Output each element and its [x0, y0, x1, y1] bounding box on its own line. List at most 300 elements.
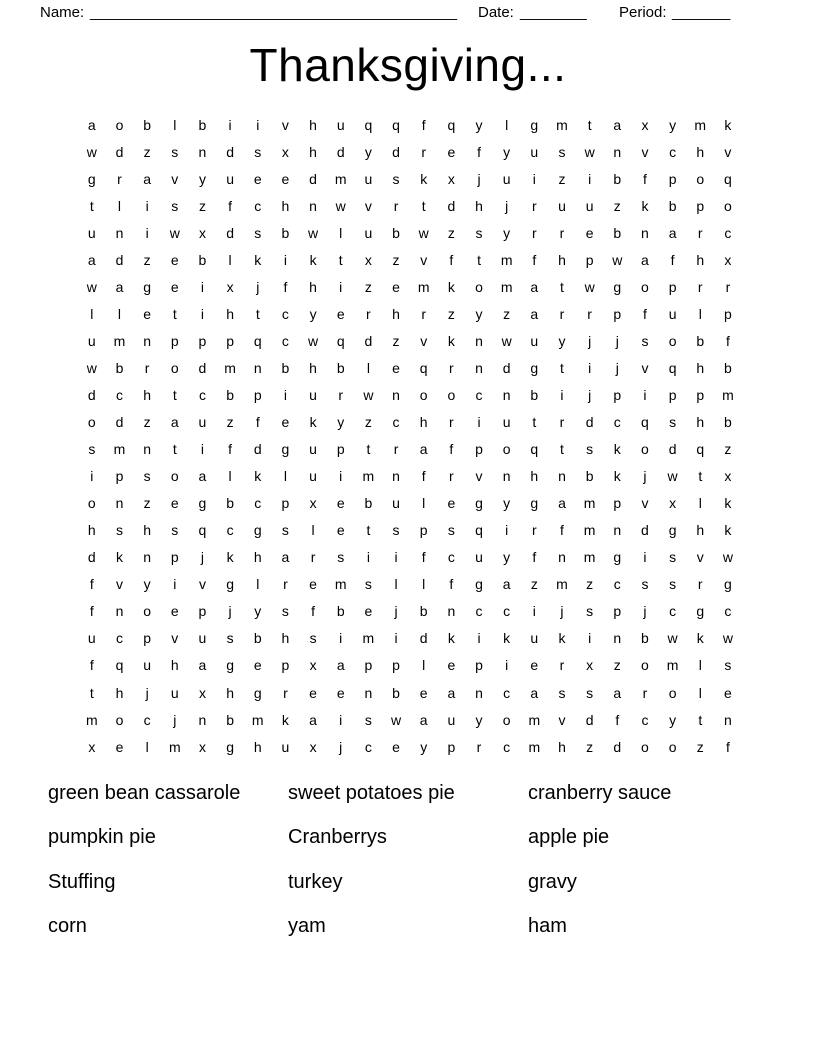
- grid-letter: r: [531, 224, 537, 241]
- grid-letter: m: [224, 359, 236, 376]
- grid-letter: m: [722, 386, 734, 403]
- grid-letter: r: [587, 305, 592, 322]
- grid-letter: y: [669, 116, 677, 133]
- grid-letter: x: [198, 224, 206, 241]
- grid-letter: p: [613, 386, 622, 403]
- grid-letter: c: [254, 197, 262, 214]
- grid-letter: w: [584, 278, 595, 295]
- grid-letter: z: [143, 414, 151, 431]
- grid-letter: e: [309, 576, 317, 593]
- grid-letter: f: [477, 143, 481, 160]
- grid-letter: f: [228, 441, 233, 458]
- grid-letter: r: [531, 197, 537, 214]
- grid-letter: c: [503, 684, 511, 701]
- grid-letter: m: [85, 711, 98, 728]
- grid-letter: b: [226, 386, 234, 403]
- grid-letter: r: [449, 414, 454, 431]
- grid-letter: v: [420, 251, 428, 268]
- grid-letter: g: [530, 359, 539, 376]
- grid-letter: b: [364, 495, 373, 512]
- grid-letter: o: [170, 468, 179, 485]
- grid-letter: v: [364, 197, 372, 214]
- grid-letter: o: [641, 657, 649, 674]
- grid-letter: o: [502, 441, 511, 458]
- grid-letter: m: [528, 738, 541, 755]
- grid-letter: p: [253, 386, 262, 403]
- grid-letter: u: [336, 116, 345, 133]
- grid-letter: p: [696, 386, 705, 403]
- grid-letter: m: [113, 332, 126, 349]
- grid-letter: d: [115, 414, 124, 431]
- grid-letter: e: [143, 305, 152, 322]
- grid-letter: r: [697, 278, 703, 295]
- grid-letter: r: [144, 359, 150, 376]
- grid-letter: n: [641, 224, 649, 241]
- grid-letter: c: [254, 495, 262, 512]
- grid-letter: i: [173, 576, 177, 593]
- grid-letter: c: [281, 305, 289, 322]
- grid-letter: z: [364, 278, 372, 295]
- grid-letter: m: [556, 576, 568, 593]
- grid-letter: h: [696, 251, 705, 268]
- grid-letter: o: [502, 711, 511, 728]
- grid-letter: s: [641, 576, 649, 593]
- grid-letter: p: [336, 441, 345, 458]
- grid-letter: l: [228, 251, 232, 268]
- grid-letter: j: [588, 332, 592, 349]
- grid-letter: j: [615, 359, 619, 376]
- grid-letter: t: [587, 116, 592, 133]
- grid-letter: e: [447, 657, 456, 674]
- grid-letter: d: [419, 630, 428, 647]
- grid-letter: p: [585, 251, 594, 268]
- grid-letter: t: [366, 441, 371, 458]
- grid-letter: b: [724, 359, 732, 376]
- grid-letter: s: [254, 224, 262, 241]
- grid-letter: n: [143, 332, 152, 349]
- grid-letter: b: [696, 332, 705, 349]
- grid-letter: y: [503, 549, 511, 566]
- grid-letter: r: [393, 197, 399, 214]
- grid-letter: f: [449, 251, 454, 268]
- word-list: [48, 781, 768, 959]
- grid-letter: c: [475, 386, 483, 403]
- grid-letter: x: [198, 684, 206, 701]
- date-blank-line: ________: [520, 4, 587, 21]
- grid-letter: i: [588, 359, 592, 376]
- grid-letter: n: [558, 468, 566, 485]
- grid-letter: o: [668, 738, 677, 755]
- grid-letter: u: [198, 630, 207, 647]
- grid-letter: d: [585, 414, 594, 431]
- grid-letter: p: [613, 495, 622, 512]
- grid-letter: z: [143, 495, 151, 512]
- grid-letter: b: [198, 116, 207, 133]
- grid-letter: k: [724, 522, 732, 539]
- grid-letter: a: [87, 251, 96, 268]
- grid-letter: s: [586, 441, 594, 458]
- grid-letter: s: [115, 522, 123, 539]
- grid-letter: z: [226, 414, 234, 431]
- grid-letter: m: [583, 522, 596, 539]
- grid-letter: y: [475, 305, 483, 322]
- grid-letter: l: [422, 657, 426, 674]
- grid-letter: c: [613, 414, 621, 431]
- grid-letter: h: [115, 684, 124, 701]
- grid-letter: d: [226, 143, 234, 160]
- grid-letter: z: [724, 441, 732, 458]
- grid-letter: s: [447, 522, 455, 539]
- grid-letter: i: [394, 630, 398, 647]
- grid-letter: i: [643, 386, 647, 403]
- grid-letter: e: [253, 657, 262, 674]
- grid-letter: o: [696, 170, 705, 187]
- grid-letter: p: [668, 170, 677, 187]
- grid-letter: y: [420, 738, 428, 755]
- grid-letter: q: [392, 116, 400, 133]
- grid-letter: c: [503, 738, 511, 755]
- grid-letter: c: [364, 738, 372, 755]
- grid-letter: q: [336, 332, 345, 349]
- grid-letter: q: [475, 522, 483, 539]
- grid-letter: m: [362, 630, 375, 647]
- grid-letter: e: [392, 738, 400, 755]
- grid-letter: s: [88, 441, 96, 458]
- grid-letter: e: [309, 684, 317, 701]
- grid-letter: y: [337, 414, 345, 431]
- grid-letter: h: [309, 116, 317, 133]
- grid-letter: l: [339, 224, 343, 241]
- grid-letter: s: [475, 224, 483, 241]
- grid-letter: u: [309, 441, 317, 458]
- grid-letter: f: [89, 603, 94, 620]
- grid-letter: w: [501, 332, 512, 349]
- grid-letter: t: [172, 305, 177, 322]
- grid-letter: w: [335, 197, 346, 214]
- grid-letter: u: [392, 495, 400, 512]
- grid-letter: z: [586, 576, 594, 593]
- grid-letter: m: [556, 116, 568, 133]
- grid-letter: h: [475, 197, 483, 214]
- grid-letter: n: [475, 359, 483, 376]
- grid-letter: p: [115, 468, 124, 485]
- grid-letter: b: [253, 630, 262, 647]
- grid-letter: u: [530, 332, 539, 349]
- grid-letter: l: [698, 495, 702, 512]
- grid-letter: w: [584, 143, 595, 160]
- word-list-item: pumpkin pie: [48, 826, 156, 849]
- grid-letter: k: [724, 116, 732, 133]
- grid-letter: c: [115, 630, 123, 647]
- grid-letter: y: [198, 170, 206, 187]
- grid-letter: x: [281, 143, 289, 160]
- date-label: Date:: [478, 4, 514, 21]
- grid-letter: a: [502, 576, 511, 593]
- grid-letter: q: [696, 441, 705, 458]
- grid-letter: n: [309, 197, 317, 214]
- grid-letter: o: [724, 197, 732, 214]
- grid-letter: r: [117, 170, 122, 187]
- word-list-item: gravy: [528, 870, 577, 893]
- grid-letter: v: [171, 630, 179, 647]
- grid-letter: b: [392, 684, 400, 701]
- grid-letter: a: [668, 224, 677, 241]
- grid-letter: d: [613, 738, 622, 755]
- grid-letter: k: [447, 332, 455, 349]
- grid-letter: b: [281, 224, 290, 241]
- grid-letter: a: [530, 305, 539, 322]
- grid-letter: p: [281, 495, 290, 512]
- grid-letter: i: [228, 116, 232, 133]
- grid-letter: c: [724, 224, 732, 241]
- grid-letter: s: [586, 603, 594, 620]
- grid-letter: h: [309, 278, 317, 295]
- grid-letter: l: [366, 359, 370, 376]
- grid-letter: f: [89, 657, 94, 674]
- grid-letter: r: [697, 576, 703, 593]
- grid-letter: h: [696, 143, 705, 160]
- grid-letter: x: [724, 468, 732, 485]
- grid-letter: t: [532, 414, 537, 431]
- grid-letter: c: [198, 386, 206, 403]
- grid-letter: w: [722, 549, 733, 566]
- grid-letter: e: [170, 495, 179, 512]
- grid-letter: t: [477, 251, 481, 268]
- grid-letter: x: [669, 495, 677, 512]
- grid-letter: a: [530, 684, 539, 701]
- grid-letter: g: [281, 441, 290, 458]
- grid-letter: i: [588, 170, 592, 187]
- grid-letter: l: [698, 684, 702, 701]
- grid-letter: u: [170, 684, 179, 701]
- grid-letter: k: [696, 630, 704, 647]
- grid-letter: z: [586, 738, 594, 755]
- grid-letter: f: [255, 414, 260, 431]
- grid-letter: v: [724, 143, 732, 160]
- grid-letter: r: [559, 305, 565, 322]
- grid-letter: g: [475, 495, 483, 512]
- grid-letter: h: [281, 630, 290, 647]
- grid-letter: t: [255, 305, 260, 322]
- grid-letter: c: [669, 603, 677, 620]
- grid-letter: z: [530, 576, 538, 593]
- grid-letter: e: [336, 684, 345, 701]
- grid-letter: a: [198, 657, 207, 674]
- period-label: Period:: [619, 4, 667, 21]
- grid-letter: s: [669, 549, 677, 566]
- grid-letter: f: [560, 522, 564, 539]
- grid-letter: s: [724, 657, 732, 674]
- grid-letter: g: [226, 576, 234, 593]
- grid-letter: h: [226, 305, 234, 322]
- grid-letter: t: [89, 684, 94, 701]
- word-list-item: green bean cassarole: [48, 782, 241, 804]
- grid-letter: b: [226, 711, 234, 728]
- grid-letter: e: [115, 738, 124, 755]
- grid-letter: t: [698, 468, 703, 485]
- grid-letter: r: [697, 224, 703, 241]
- grid-letter: p: [281, 657, 290, 674]
- grid-letter: s: [281, 603, 289, 620]
- grid-letter: r: [725, 278, 731, 295]
- grid-letter: w: [86, 278, 97, 295]
- grid-letter: f: [449, 576, 454, 593]
- grid-letter: x: [309, 495, 317, 512]
- grid-letter: k: [613, 441, 621, 458]
- grid-letter: x: [309, 738, 317, 755]
- grid-letter: m: [251, 711, 264, 728]
- grid-letter: r: [421, 305, 427, 322]
- grid-letter: u: [530, 630, 539, 647]
- grid-letter: p: [392, 657, 400, 674]
- grid-letter: c: [115, 386, 123, 403]
- grid-letter: l: [228, 468, 232, 485]
- grid-letter: i: [339, 468, 343, 485]
- period-blank-line: _______: [672, 4, 731, 21]
- grid-letter: l: [422, 576, 426, 593]
- grid-letter: f: [421, 549, 426, 566]
- grid-letter: z: [613, 197, 621, 214]
- page-title: Thanksgiving...: [249, 39, 567, 91]
- grid-letter: c: [641, 711, 649, 728]
- grid-letter: g: [198, 495, 207, 512]
- grid-letter: k: [558, 630, 566, 647]
- grid-letter: r: [531, 522, 537, 539]
- grid-letter: l: [145, 738, 149, 755]
- grid-letter: a: [613, 116, 622, 133]
- grid-letter: f: [643, 305, 647, 322]
- grid-letter: s: [669, 414, 677, 431]
- grid-letter: l: [698, 657, 702, 674]
- grid-letter: k: [281, 711, 289, 728]
- grid-letter: y: [143, 576, 151, 593]
- grid-letter: t: [172, 386, 177, 403]
- grid-letter: u: [585, 197, 594, 214]
- grid-letter: p: [613, 305, 622, 322]
- grid-letter: s: [586, 684, 594, 701]
- grid-letter: l: [505, 116, 509, 133]
- grid-letter: j: [339, 738, 343, 755]
- grid-letter: l: [394, 576, 398, 593]
- grid-letter: h: [226, 684, 234, 701]
- grid-letter: u: [281, 738, 290, 755]
- grid-letter: i: [200, 441, 205, 458]
- grid-letter: g: [724, 576, 732, 593]
- grid-letter: w: [308, 332, 319, 349]
- grid-letter: s: [171, 197, 179, 214]
- grid-letter: v: [115, 576, 123, 593]
- grid-letter: v: [281, 116, 289, 133]
- grid-letter: g: [253, 684, 262, 701]
- grid-letter: e: [392, 278, 400, 295]
- grid-letter: n: [475, 684, 483, 701]
- grid-letter: p: [447, 738, 456, 755]
- grid-letter: d: [309, 170, 317, 187]
- grid-letter: x: [88, 738, 96, 755]
- grid-letter: k: [503, 630, 511, 647]
- grid-letter: k: [724, 495, 732, 512]
- grid-letter: o: [668, 332, 677, 349]
- grid-letter: f: [670, 251, 675, 268]
- grid-letter: f: [725, 332, 730, 349]
- grid-letter: r: [338, 386, 344, 403]
- grid-letter: n: [198, 711, 207, 728]
- grid-letter: t: [172, 441, 177, 458]
- grid-letter: a: [641, 251, 649, 268]
- grid-letter: i: [145, 197, 149, 214]
- grid-letter: a: [115, 278, 124, 295]
- grid-letter: k: [420, 170, 428, 187]
- grid-letter: i: [283, 386, 287, 403]
- grid-letter: c: [143, 711, 151, 728]
- grid-letter: i: [339, 711, 343, 728]
- grid-letter: y: [309, 305, 317, 322]
- grid-letter: n: [475, 332, 483, 349]
- grid-letter: k: [226, 549, 234, 566]
- grid-letter: v: [641, 143, 649, 160]
- grid-letter: w: [308, 224, 319, 241]
- grid-letter: h: [143, 386, 152, 403]
- grid-letter: v: [198, 576, 206, 593]
- grid-letter: n: [447, 603, 456, 620]
- grid-letter: h: [253, 738, 262, 755]
- word-list-item: sweet potatoes pie: [288, 782, 455, 804]
- grid-letter: s: [171, 143, 179, 160]
- grid-letter: i: [256, 116, 260, 133]
- grid-letter: p: [696, 197, 705, 214]
- grid-letter: u: [198, 414, 207, 431]
- grid-letter: h: [309, 143, 317, 160]
- grid-letter: c: [281, 332, 289, 349]
- grid-letter: z: [143, 143, 151, 160]
- grid-letter: b: [281, 359, 290, 376]
- grid-letter: s: [337, 549, 345, 566]
- grid-letter: z: [198, 197, 206, 214]
- grid-letter: n: [115, 495, 124, 512]
- grid-letter: v: [641, 359, 649, 376]
- grid-letter: g: [143, 278, 152, 295]
- grid-letter: v: [420, 332, 428, 349]
- grid-letter: t: [421, 197, 426, 214]
- grid-letter: i: [505, 657, 509, 674]
- grid-letter: o: [143, 603, 152, 620]
- grid-letter: p: [668, 386, 677, 403]
- grid-letter: z: [613, 657, 621, 674]
- grid-letter: u: [309, 386, 317, 403]
- name-blank-line: ____________________________________________: [90, 4, 458, 21]
- grid-letter: a: [281, 549, 290, 566]
- grid-letter: e: [336, 522, 345, 539]
- grid-letter: i: [394, 549, 398, 566]
- grid-letter: s: [364, 576, 372, 593]
- grid-letter: y: [558, 332, 566, 349]
- grid-letter: z: [392, 332, 400, 349]
- grid-letter: d: [447, 197, 456, 214]
- grid-letter: i: [90, 468, 94, 485]
- grid-letter: e: [336, 495, 345, 512]
- grid-letter: e: [170, 603, 179, 620]
- grid-letter: i: [200, 305, 205, 322]
- grid-letter: v: [558, 711, 566, 728]
- grid-letter: z: [364, 414, 372, 431]
- grid-letter: n: [253, 359, 262, 376]
- grid-letter: h: [392, 305, 400, 322]
- grid-letter: h: [558, 738, 566, 755]
- grid-letter: n: [613, 143, 622, 160]
- grid-letter: d: [364, 332, 373, 349]
- grid-letter: h: [696, 414, 705, 431]
- grid-letter: h: [696, 359, 705, 376]
